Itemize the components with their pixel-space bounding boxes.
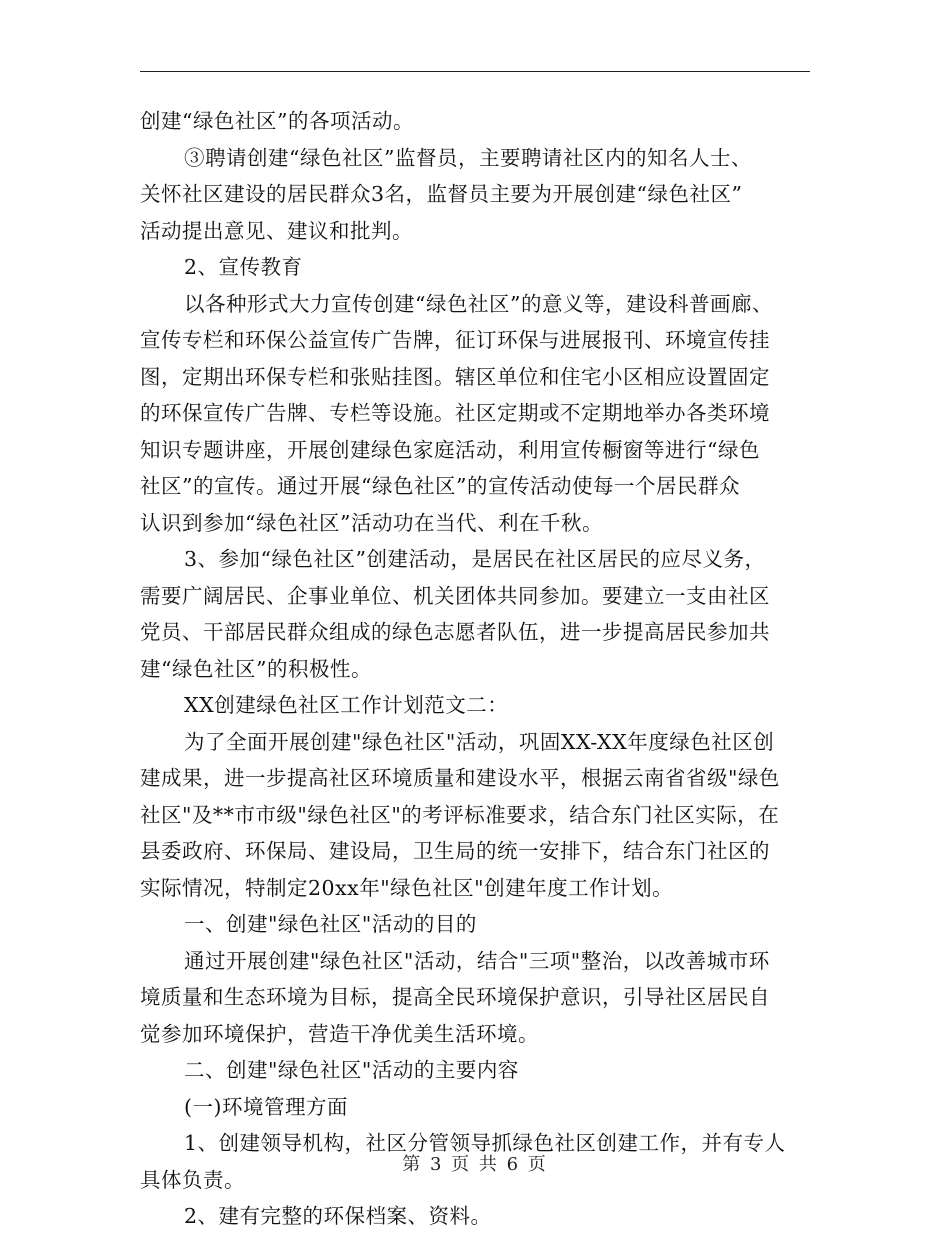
text-line: 实际情况，特制定20xx年"绿色社区"创建年度工作计划。: [140, 875, 674, 900]
text-line: 活动提出意见、建议和批判。: [140, 218, 413, 243]
text-line: 建“绿色社区”的积极性。: [140, 656, 372, 681]
text-line: 觉参加环境保护，营造干净优美生活环境。: [140, 1021, 539, 1046]
text-line: 县委政府、环保局、建设局，卫生局的统一安排下，结合东门社区的: [140, 839, 770, 863]
text-line: 以各种形式大力宣传创建“绿色社区”的意义等，建设科普画廊、: [184, 291, 773, 316]
text-line: 2、建有完整的环保档案、资料。: [184, 1204, 492, 1228]
text-line: 一、创建"绿色社区"活动的目的: [184, 912, 477, 936]
text-line: 具体负责。: [140, 1167, 245, 1192]
text-line: ③聘请创建“绿色社区”监督员，主要聘请社区内的知名人士、: [184, 145, 752, 170]
text-line: (一)环境管理方面: [184, 1094, 348, 1119]
text-line: 境质量和生态环境为目标，提高全民环境保护意识，引导社区居民自: [140, 985, 770, 1009]
text-line: 认识到参加“绿色社区”活动功在当代、利在千秋。: [140, 510, 603, 535]
document-body: [140, 103, 812, 1235]
text-line: 的环保宣传广告牌、专栏等设施。社区定期或不定期地举办各类环境: [140, 401, 770, 425]
text-line: 2、宣传教育: [184, 255, 303, 279]
text-line: 通过开展创建"绿色社区"活动，结合"三项"整治，以改善城市环: [184, 948, 770, 973]
text-line: 社区”的宣传。通过开展“绿色社区”的宣传活动使每一个居民群众: [140, 474, 740, 498]
text-line: 图，定期出环保专栏和张贴挂图。辖区单位和住宅小区相应设置固定: [140, 364, 770, 389]
text-line: 关怀社区建设的居民群众3名，监督员主要为开展创建“绿色社区”: [140, 182, 743, 206]
text-line: 创建“绿色社区”的各项活动。: [140, 109, 414, 133]
text-line: 需要广阔居民、企事业单位、机关团体共同参加。要建立一支由社区: [140, 583, 770, 608]
text-line: 社区"及**市市级"绿色社区"的考评标准要求，结合东门社区实际，在: [140, 802, 780, 827]
text-line: 1、创建领导机构，社区分管领导抓绿色社区创建工作，并有专人: [184, 1131, 786, 1155]
text-line: 为了全面开展创建"绿色社区"活动，巩固XX-XX年度绿色社区创: [184, 729, 775, 754]
page-number: 第 3 页 共 6 页: [402, 1154, 548, 1175]
text-line: XX创建绿色社区工作计划范文二：: [184, 693, 509, 717]
text-line: 3、参加“绿色社区”创建活动，是居民在社区居民的应尽义务，: [184, 547, 766, 571]
text-line: 知识专题讲座，开展创建绿色家庭活动，利用宣传橱窗等进行“绿色: [140, 437, 760, 462]
text-line: 党员、干部居民群众组成的绿色志愿者队伍，进一步提高居民参加共: [140, 620, 770, 644]
text-line: 二、创建"绿色社区"活动的主要内容: [184, 1058, 519, 1082]
text-line: 宣传专栏和环保公益宣传广告牌，征订环保与进展报刊、环境宣传挂: [140, 328, 770, 352]
header-rule: [140, 71, 810, 72]
text-line: 建成果，进一步提高社区环境质量和建设水平，根据云南省省级"绿色: [140, 766, 780, 790]
